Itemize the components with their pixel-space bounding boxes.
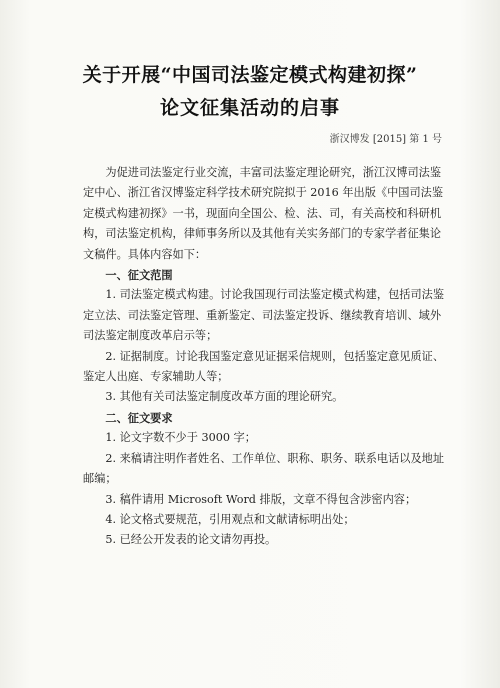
section2-item: 3. 稿件请用 Microsoft Word 排版，文章不得包含涉密内容； xyxy=(105,492,417,506)
section2-heading: 二、征文要求 xyxy=(105,410,173,425)
section1-item: 1. 司法鉴定模式构建。讨论我国现行司法鉴定模式构建，包括司法鉴定立法、司法鉴定管理、重新鉴定、司法鉴定投诉、继续教育培训、域外司法鉴定制度改革启示等； xyxy=(83,288,445,343)
section2-item: 5. 已经公开发表的论文请勿再投。 xyxy=(105,533,277,547)
section1-heading: 一、征文范围 xyxy=(105,268,173,283)
section2-item: 2. 来稿请注明作者姓名、工作单位、职称、职务、联系电话以及地址邮编； xyxy=(83,451,445,486)
title-line-1: 关于开展“中国司法鉴定模式构建初探” xyxy=(82,64,418,86)
section2-item: 4. 论文格式要规范，引用观点和文献请标明出处； xyxy=(105,512,355,526)
section1-item: 3. 其他有关司法鉴定制度改革方面的理论研究。 xyxy=(105,390,344,404)
section1-item: 2. 证据制度。讨论我国鉴定意见证据采信规则，包括鉴定意见质证、鉴定人出庭、专家辅助人等； xyxy=(83,349,445,384)
document-number: 浙汉博发 [2015] 第 1 号 xyxy=(329,134,442,145)
document-body xyxy=(83,163,445,551)
title-line-2: 论文征集活动的启事 xyxy=(159,97,340,119)
section2-item: 1. 论文字数不少于 3000 字； xyxy=(105,431,256,445)
intro-paragraph: 为促进司法鉴定行业交流，丰富司法鉴定理论研究，浙江汉博司法鉴定中心、浙江省汉博鉴定科学技术研究院拟于 2016 年出版《中国司法鉴定模式构建初探》一书，现面向全国公、检、法、司，有关高校和科研机构，司法鉴定机构，律师事务所以及其他有关实务部门的专家学者征集论文稿件。具体内容如下： xyxy=(83,166,444,261)
